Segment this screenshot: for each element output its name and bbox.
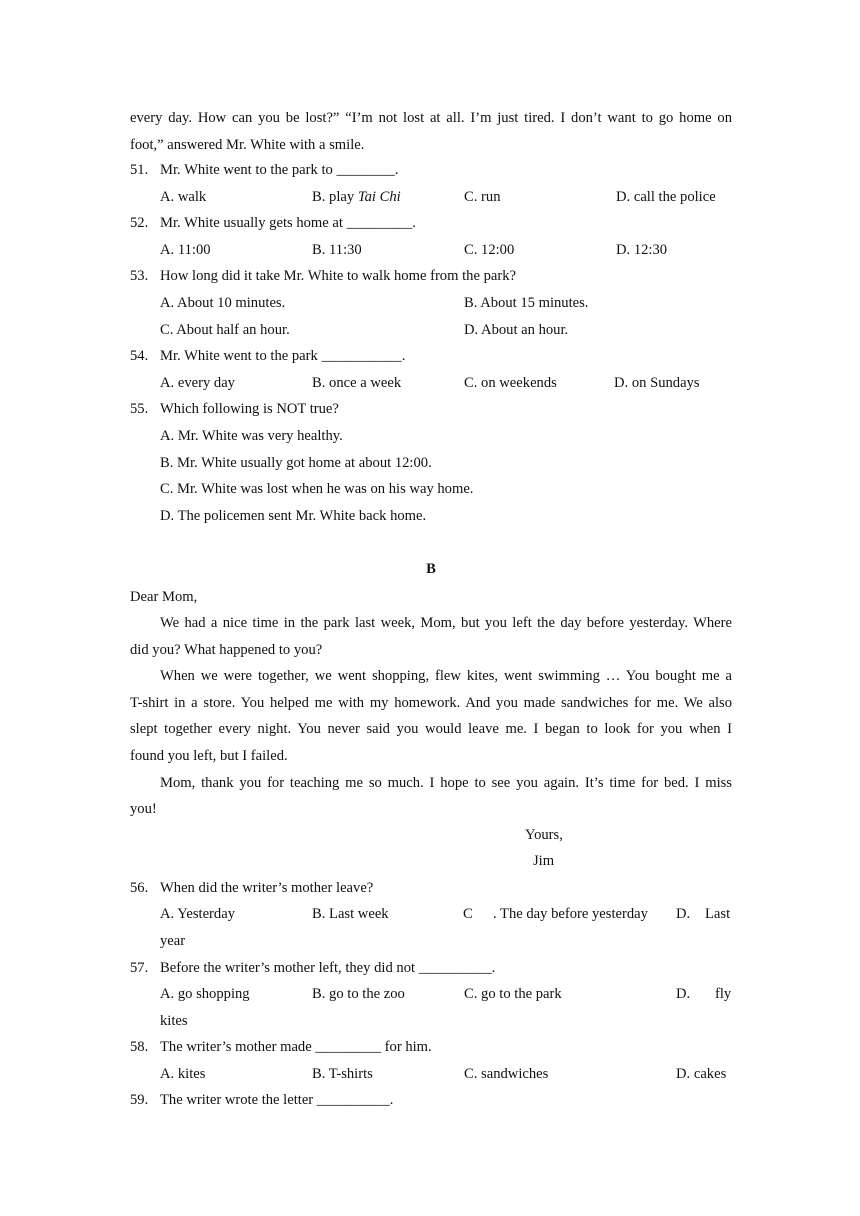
option-d-continued: kites [160, 1013, 188, 1029]
letter-line: you! [130, 801, 157, 817]
option-d: D. The policemen sent Mr. White back home. [160, 508, 427, 524]
question-text: Mr. White went to the park to ________. [160, 162, 399, 178]
option-b: B. 11:30 [312, 242, 362, 258]
option-c: C. Mr. White was lost when he was on his way home. [160, 481, 474, 497]
question-number: 56. [130, 880, 149, 896]
option-a: A. go shopping [160, 986, 250, 1002]
option-d: D. cakes [676, 1066, 727, 1082]
question-text: Before the writer’s mother left, they did not __________. [160, 960, 496, 976]
option-c: C. sandwiches [464, 1066, 549, 1082]
option-d: D. on Sundays [614, 375, 700, 391]
letter-line: We had a nice time in the park last week, Mom, but you left the day before yesterday. Where [160, 615, 732, 631]
passage-line: every day. How can you be lost?” “I’m not lost at all. I’m just tired. I don’t want to go home on [130, 110, 732, 126]
letter-line: When we were together, we went shopping, flew kites, went swimming … You bought me a [160, 668, 732, 684]
question-number: 57. [130, 960, 149, 976]
question-text: When did the writer’s mother leave? [160, 880, 374, 896]
question-number: 59. [130, 1092, 149, 1108]
option-d: D. 12:30 [616, 242, 668, 258]
option-d-letter: D. [676, 906, 691, 922]
option-c-text: . The day before yesterday [493, 906, 648, 922]
letter-line: Mom, thank you for teaching me so much. I hope to see you again. It’s time for bed. I miss [160, 775, 732, 791]
option-b: B. About 15 minutes. [464, 295, 589, 311]
option-c-letter: C [463, 906, 473, 922]
option-b: B. once a week [312, 375, 402, 391]
question-text: The writer’s mother made _________ for him. [160, 1039, 432, 1055]
option-d: D. call the police [616, 189, 716, 205]
question-text: Mr. White usually gets home at _________. [160, 215, 416, 231]
question-text: Mr. White went to the park ___________. [160, 348, 406, 364]
option-b: B. Last week [312, 906, 389, 922]
option-d-text: Last [705, 906, 731, 922]
question-number: 51. [130, 162, 149, 178]
letter-line: slept together every night. You never said you would leave me. I began to look for you when I [130, 721, 732, 737]
option-c: C. go to the park [464, 986, 562, 1002]
letter-closing: Yours, [525, 827, 563, 843]
letter-line: found you left, but I failed. [130, 748, 288, 764]
option-b: B. play Tai Chi [312, 189, 401, 205]
option-d-letter: D. [676, 986, 691, 1002]
question-text: The writer wrote the letter __________. [160, 1092, 394, 1108]
question-text: Which following is NOT true? [160, 401, 339, 417]
passage-line: foot,” answered Mr. White with a smile. [130, 137, 365, 153]
letter-line: did you? What happened to you? [130, 642, 323, 658]
option-d-continued: year [160, 933, 186, 949]
letter-salutation: Dear Mom, [130, 589, 198, 605]
letter-signature: Jim [533, 853, 555, 869]
option-a: A. kites [160, 1066, 206, 1082]
option-a: A. Mr. White was very healthy. [160, 428, 343, 444]
question-number: 55. [130, 401, 149, 417]
option-a: A. About 10 minutes. [160, 295, 286, 311]
question-number: 54. [130, 348, 149, 364]
option-a: A. walk [160, 189, 207, 205]
option-d: D. About an hour. [464, 322, 569, 338]
option-a: A. 11:00 [160, 242, 211, 258]
question-number: 53. [130, 268, 149, 284]
section-title: B [426, 561, 436, 577]
option-b: B. Mr. White usually got home at about 12:00. [160, 455, 432, 471]
question-number: 52. [130, 215, 149, 231]
option-c: C. About half an hour. [160, 322, 290, 338]
option-c: C. run [464, 189, 501, 205]
option-a: A. Yesterday [160, 906, 235, 922]
question-text: How long did it take Mr. White to walk home from the park? [160, 268, 516, 284]
option-b: B. go to the zoo [312, 986, 405, 1002]
option-c: C. 12:00 [464, 242, 515, 258]
option-c: C. on weekends [464, 375, 557, 391]
option-a: A. every day [160, 375, 235, 391]
option-b: B. T-shirts [312, 1066, 373, 1082]
question-number: 58. [130, 1039, 149, 1055]
letter-line: T-shirt in a store. You helped me with my homework. And you made sandwiches for me. We also [130, 695, 732, 711]
option-d-text: fly [715, 986, 732, 1002]
